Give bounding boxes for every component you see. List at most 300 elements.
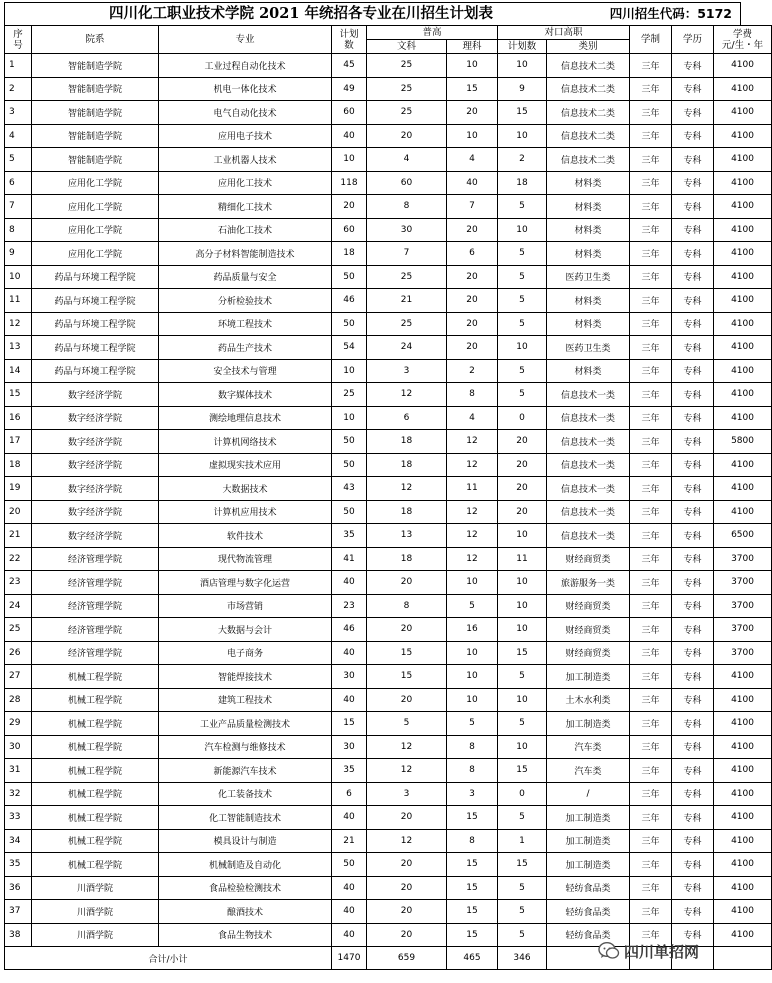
cell-plan: 50 (332, 265, 367, 289)
cell-dk: 10 (498, 688, 547, 712)
cell-plan: 20 (332, 195, 367, 219)
table-row (5, 124, 772, 148)
cell-dept: 智能制造学院 (32, 101, 159, 125)
cell-wen: 18 (367, 453, 447, 477)
table-row (5, 571, 772, 595)
total-wen: 659 (367, 947, 447, 970)
total-li: 465 (447, 947, 498, 970)
table-row (5, 524, 772, 548)
cell-seq: 17 (5, 430, 32, 454)
cell-plan: 45 (332, 54, 367, 78)
cell-fee: 4100 (714, 359, 772, 383)
header-xueli: 学历 (672, 26, 714, 54)
cell-cat: 轻纺食品类 (547, 923, 630, 947)
cell-cat: 信息技术二类 (547, 54, 630, 78)
cell-xuezhi: 三年 (630, 547, 672, 571)
cell-major: 软件技术 (159, 524, 332, 548)
cell-fee: 4100 (714, 782, 772, 806)
cell-xueli: 专科 (672, 54, 714, 78)
cell-cat: 材料类 (547, 171, 630, 195)
cell-xueli: 专科 (672, 900, 714, 924)
cell-major: 高分子材料智能制造技术 (159, 242, 332, 266)
cell-plan: 50 (332, 500, 367, 524)
cell-xuezhi: 三年 (630, 383, 672, 407)
cell-fee: 3700 (714, 571, 772, 595)
cell-seq: 27 (5, 665, 32, 689)
cell-fee: 3700 (714, 594, 772, 618)
cell-major: 大数据与会计 (159, 618, 332, 642)
cell-seq: 15 (5, 383, 32, 407)
table-row (5, 500, 772, 524)
cell-seq: 5 (5, 148, 32, 172)
cell-dk: 0 (498, 406, 547, 430)
cell-fee: 4100 (714, 148, 772, 172)
cell-wen: 18 (367, 500, 447, 524)
cell-dk: 5 (498, 289, 547, 313)
cell-wen: 8 (367, 195, 447, 219)
cell-major: 食品生物技术 (159, 923, 332, 947)
table-row (5, 265, 772, 289)
cell-fee: 4100 (714, 853, 772, 877)
cell-xueli: 专科 (672, 500, 714, 524)
cell-cat: 医药卫生类 (547, 265, 630, 289)
cell-li: 10 (447, 688, 498, 712)
total-dk: 346 (498, 947, 547, 970)
cell-plan: 10 (332, 148, 367, 172)
cell-seq: 9 (5, 242, 32, 266)
cell-li: 12 (447, 524, 498, 548)
cell-dk: 5 (498, 242, 547, 266)
cell-xuezhi: 三年 (630, 900, 672, 924)
cell-major: 酒店管理与数字化运营 (159, 571, 332, 595)
cell-plan: 50 (332, 430, 367, 454)
cell-xueli: 专科 (672, 312, 714, 336)
cell-fee: 4100 (714, 195, 772, 219)
cell-plan: 40 (332, 124, 367, 148)
cell-xueli: 专科 (672, 265, 714, 289)
cell-plan: 6 (332, 782, 367, 806)
table-row (5, 594, 772, 618)
cell-cat: 财经商贸类 (547, 594, 630, 618)
cell-cat: 信息技术一类 (547, 430, 630, 454)
cell-cat: 加工制造类 (547, 665, 630, 689)
cell-major: 药品生产技术 (159, 336, 332, 360)
table-row (5, 618, 772, 642)
cell-plan: 60 (332, 101, 367, 125)
cell-dk: 5 (498, 923, 547, 947)
cell-seq: 28 (5, 688, 32, 712)
cell-li: 6 (447, 242, 498, 266)
cell-dk: 20 (498, 477, 547, 501)
cell-wen: 30 (367, 218, 447, 242)
cell-xueli: 专科 (672, 359, 714, 383)
cell-xueli: 专科 (672, 712, 714, 736)
cell-dept: 机械工程学院 (32, 782, 159, 806)
cell-dk: 20 (498, 430, 547, 454)
cell-plan: 60 (332, 218, 367, 242)
cell-fee: 4100 (714, 218, 772, 242)
cell-dk: 15 (498, 101, 547, 125)
cell-wen: 12 (367, 735, 447, 759)
cell-wen: 12 (367, 477, 447, 501)
cell-li: 5 (447, 594, 498, 618)
cell-dk: 10 (498, 571, 547, 595)
cell-xueli: 专科 (672, 641, 714, 665)
cell-wen: 12 (367, 383, 447, 407)
cell-major: 智能焊接技术 (159, 665, 332, 689)
table-row (5, 336, 772, 360)
cell-dept: 川酒学院 (32, 923, 159, 947)
cell-seq: 26 (5, 641, 32, 665)
wechat-official-account-icon (598, 941, 620, 961)
cell-dept: 应用化工学院 (32, 171, 159, 195)
header-dk-cat: 类别 (547, 40, 630, 54)
cell-plan: 49 (332, 77, 367, 101)
cell-xueli: 专科 (672, 289, 714, 313)
cell-seq: 21 (5, 524, 32, 548)
cell-li: 40 (447, 171, 498, 195)
cell-li: 10 (447, 124, 498, 148)
cell-li: 20 (447, 289, 498, 313)
cell-xuezhi: 三年 (630, 336, 672, 360)
page-title: 四川化工职业技术学院 2021 年统招各专业在川招生计划表 (109, 5, 493, 22)
cell-li: 10 (447, 641, 498, 665)
watermark-text: 四川单招网 (624, 942, 700, 961)
cell-seq: 12 (5, 312, 32, 336)
cell-xuezhi: 三年 (630, 54, 672, 78)
cell-plan: 10 (332, 359, 367, 383)
cell-xuezhi: 三年 (630, 923, 672, 947)
table-row (5, 759, 772, 783)
cell-xuezhi: 三年 (630, 453, 672, 477)
cell-xueli: 专科 (672, 383, 714, 407)
cell-xueli: 专科 (672, 336, 714, 360)
cell-major: 分析检验技术 (159, 289, 332, 313)
cell-seq: 4 (5, 124, 32, 148)
cell-xuezhi: 三年 (630, 876, 672, 900)
cell-xueli: 专科 (672, 735, 714, 759)
cell-dept: 药品与环境工程学院 (32, 312, 159, 336)
cell-major: 虚拟现实技术应用 (159, 453, 332, 477)
cell-xueli: 专科 (672, 524, 714, 548)
cell-cat: 信息技术一类 (547, 500, 630, 524)
cell-xuezhi: 三年 (630, 688, 672, 712)
cell-dept: 数字经济学院 (32, 453, 159, 477)
cell-dept: 智能制造学院 (32, 54, 159, 78)
cell-xuezhi: 三年 (630, 712, 672, 736)
cell-xueli: 专科 (672, 477, 714, 501)
cell-dk: 18 (498, 171, 547, 195)
cell-xuezhi: 三年 (630, 571, 672, 595)
cell-fee: 3700 (714, 547, 772, 571)
cell-dept: 经济管理学院 (32, 594, 159, 618)
cell-plan: 40 (332, 571, 367, 595)
cell-li: 11 (447, 477, 498, 501)
cell-li: 20 (447, 218, 498, 242)
cell-xuezhi: 三年 (630, 782, 672, 806)
cell-seq: 10 (5, 265, 32, 289)
cell-li: 15 (447, 876, 498, 900)
cell-dept: 机械工程学院 (32, 665, 159, 689)
table-row (5, 829, 772, 853)
cell-dk: 20 (498, 453, 547, 477)
cell-fee: 4100 (714, 688, 772, 712)
table-row (5, 876, 772, 900)
cell-fee: 3700 (714, 641, 772, 665)
cell-fee: 4100 (714, 265, 772, 289)
cell-cat: 信息技术二类 (547, 101, 630, 125)
cell-xuezhi: 三年 (630, 289, 672, 313)
table-row (5, 430, 772, 454)
cell-dk: 2 (498, 148, 547, 172)
cell-dk: 5 (498, 806, 547, 830)
cell-dept: 经济管理学院 (32, 641, 159, 665)
cell-plan: 40 (332, 876, 367, 900)
cell-fee: 4100 (714, 712, 772, 736)
cell-fee: 4100 (714, 124, 772, 148)
cell-cat: 加工制造类 (547, 853, 630, 877)
cell-dept: 应用化工学院 (32, 195, 159, 219)
cell-dept: 机械工程学院 (32, 806, 159, 830)
table-row (5, 148, 772, 172)
cell-xueli: 专科 (672, 195, 714, 219)
cell-dept: 药品与环境工程学院 (32, 265, 159, 289)
cell-li: 20 (447, 336, 498, 360)
cell-fee: 4100 (714, 312, 772, 336)
cell-xuezhi: 三年 (630, 312, 672, 336)
cell-dept: 数字经济学院 (32, 406, 159, 430)
cell-seq: 35 (5, 853, 32, 877)
header-fee: 学费 元/生・年 (714, 26, 772, 54)
cell-major: 计算机网络技术 (159, 430, 332, 454)
cell-major: 精细化工技术 (159, 195, 332, 219)
cell-seq: 37 (5, 900, 32, 924)
cell-cat: 信息技术一类 (547, 383, 630, 407)
cell-li: 12 (447, 547, 498, 571)
table-row (5, 171, 772, 195)
cell-seq: 1 (5, 54, 32, 78)
cell-plan: 18 (332, 242, 367, 266)
cell-cat: 财经商贸类 (547, 641, 630, 665)
cell-dept: 川酒学院 (32, 900, 159, 924)
cell-dept: 数字经济学院 (32, 430, 159, 454)
table-row (5, 242, 772, 266)
table-row (5, 665, 772, 689)
table-row (5, 289, 772, 313)
cell-major: 药品质量与安全 (159, 265, 332, 289)
cell-dk: 5 (498, 195, 547, 219)
cell-major: 机械制造及自动化 (159, 853, 332, 877)
cell-li: 12 (447, 500, 498, 524)
cell-plan: 21 (332, 829, 367, 853)
cell-wen: 24 (367, 336, 447, 360)
cell-cat: 材料类 (547, 289, 630, 313)
table-row (5, 641, 772, 665)
cell-xueli: 专科 (672, 829, 714, 853)
table-row (5, 900, 772, 924)
cell-li: 4 (447, 406, 498, 430)
cell-dept: 机械工程学院 (32, 853, 159, 877)
cell-seq: 23 (5, 571, 32, 595)
cell-plan: 35 (332, 759, 367, 783)
cell-wen: 25 (367, 77, 447, 101)
cell-wen: 20 (367, 618, 447, 642)
cell-li: 12 (447, 453, 498, 477)
cell-seq: 11 (5, 289, 32, 313)
cell-wen: 18 (367, 547, 447, 571)
cell-xuezhi: 三年 (630, 829, 672, 853)
cell-xuezhi: 三年 (630, 665, 672, 689)
cell-dk: 10 (498, 218, 547, 242)
cell-wen: 12 (367, 829, 447, 853)
cell-plan: 30 (332, 735, 367, 759)
cell-xueli: 专科 (672, 594, 714, 618)
header-duikou: 对口高职 (498, 26, 630, 40)
cell-cat: 信息技术一类 (547, 453, 630, 477)
cell-xuezhi: 三年 (630, 124, 672, 148)
cell-li: 5 (447, 712, 498, 736)
cell-li: 15 (447, 77, 498, 101)
cell-seq: 8 (5, 218, 32, 242)
cell-wen: 20 (367, 688, 447, 712)
cell-xuezhi: 三年 (630, 524, 672, 548)
cell-wen: 25 (367, 54, 447, 78)
cell-major: 工业机器人技术 (159, 148, 332, 172)
cell-major: 安全技术与管理 (159, 359, 332, 383)
cell-xuezhi: 三年 (630, 406, 672, 430)
cell-dept: 数字经济学院 (32, 500, 159, 524)
table-row (5, 383, 772, 407)
table-row (5, 806, 772, 830)
cell-fee: 4100 (714, 171, 772, 195)
cell-fee: 4100 (714, 900, 772, 924)
cell-cat: 加工制造类 (547, 806, 630, 830)
cell-wen: 15 (367, 665, 447, 689)
cell-fee: 4100 (714, 336, 772, 360)
cell-plan: 35 (332, 524, 367, 548)
cell-major: 应用化工技术 (159, 171, 332, 195)
cell-xuezhi: 三年 (630, 618, 672, 642)
cell-xueli: 专科 (672, 430, 714, 454)
cell-cat: 汽车类 (547, 735, 630, 759)
table-body (5, 54, 772, 947)
total-plan: 1470 (332, 947, 367, 970)
cell-fee: 4100 (714, 876, 772, 900)
cell-xuezhi: 三年 (630, 218, 672, 242)
cell-seq: 19 (5, 477, 32, 501)
cell-dept: 机械工程学院 (32, 712, 159, 736)
cell-dept: 机械工程学院 (32, 759, 159, 783)
title-row (4, 2, 741, 25)
cell-xuezhi: 三年 (630, 430, 672, 454)
cell-seq: 25 (5, 618, 32, 642)
cell-seq: 20 (5, 500, 32, 524)
cell-plan: 41 (332, 547, 367, 571)
cell-major: 大数据技术 (159, 477, 332, 501)
cell-dk: 5 (498, 265, 547, 289)
cell-major: 计算机应用技术 (159, 500, 332, 524)
cell-fee: 5800 (714, 430, 772, 454)
cell-seq: 34 (5, 829, 32, 853)
cell-major: 市场营销 (159, 594, 332, 618)
cell-dept: 机械工程学院 (32, 735, 159, 759)
cell-wen: 25 (367, 265, 447, 289)
cell-dk: 5 (498, 383, 547, 407)
cell-major: 电气自动化技术 (159, 101, 332, 125)
header-xuezhi: 学制 (630, 26, 672, 54)
header-like: 理科 (447, 40, 498, 54)
cell-wen: 15 (367, 641, 447, 665)
cell-wen: 25 (367, 101, 447, 125)
cell-fee: 4100 (714, 101, 772, 125)
cell-xuezhi: 三年 (630, 77, 672, 101)
cell-wen: 20 (367, 806, 447, 830)
cell-dk: 9 (498, 77, 547, 101)
cell-wen: 6 (367, 406, 447, 430)
cell-wen: 7 (367, 242, 447, 266)
cell-plan: 43 (332, 477, 367, 501)
cell-xueli: 专科 (672, 453, 714, 477)
cell-wen: 12 (367, 759, 447, 783)
cell-plan: 10 (332, 406, 367, 430)
cell-fee: 4100 (714, 500, 772, 524)
cell-plan: 46 (332, 618, 367, 642)
cell-seq: 32 (5, 782, 32, 806)
cell-major: 应用电子技术 (159, 124, 332, 148)
table-row (5, 312, 772, 336)
cell-seq: 22 (5, 547, 32, 571)
cell-wen: 3 (367, 359, 447, 383)
cell-seq: 7 (5, 195, 32, 219)
cell-dk: 10 (498, 594, 547, 618)
table-row (5, 101, 772, 125)
cell-cat: 财经商贸类 (547, 618, 630, 642)
table-row (5, 218, 772, 242)
cell-xueli: 专科 (672, 171, 714, 195)
cell-fee: 4100 (714, 923, 772, 947)
cell-fee: 4100 (714, 383, 772, 407)
header-dept: 院系 (32, 26, 159, 54)
cell-li: 15 (447, 806, 498, 830)
cell-wen: 8 (367, 594, 447, 618)
cell-major: 测绘地理信息技术 (159, 406, 332, 430)
header-dk-plan: 计划数 (498, 40, 547, 54)
cell-dept: 药品与环境工程学院 (32, 289, 159, 313)
cell-wen: 4 (367, 148, 447, 172)
cell-cat: 轻纺食品类 (547, 876, 630, 900)
cell-dk: 1 (498, 829, 547, 853)
cell-fee: 4100 (714, 77, 772, 101)
cell-li: 2 (447, 359, 498, 383)
cell-xueli: 专科 (672, 853, 714, 877)
table-row (5, 782, 772, 806)
cell-plan: 15 (332, 712, 367, 736)
cell-dept: 智能制造学院 (32, 148, 159, 172)
cell-dk: 5 (498, 312, 547, 336)
cell-plan: 40 (332, 806, 367, 830)
cell-li: 7 (447, 195, 498, 219)
cell-cat: 材料类 (547, 242, 630, 266)
cell-cat: 材料类 (547, 218, 630, 242)
cell-dept: 智能制造学院 (32, 124, 159, 148)
cell-seq: 18 (5, 453, 32, 477)
cell-cat: 旅游服务一类 (547, 571, 630, 595)
cell-xueli: 专科 (672, 618, 714, 642)
cell-fee: 4100 (714, 453, 772, 477)
cell-cat: 信息技术二类 (547, 148, 630, 172)
cell-plan: 40 (332, 688, 367, 712)
cell-cat: 材料类 (547, 359, 630, 383)
